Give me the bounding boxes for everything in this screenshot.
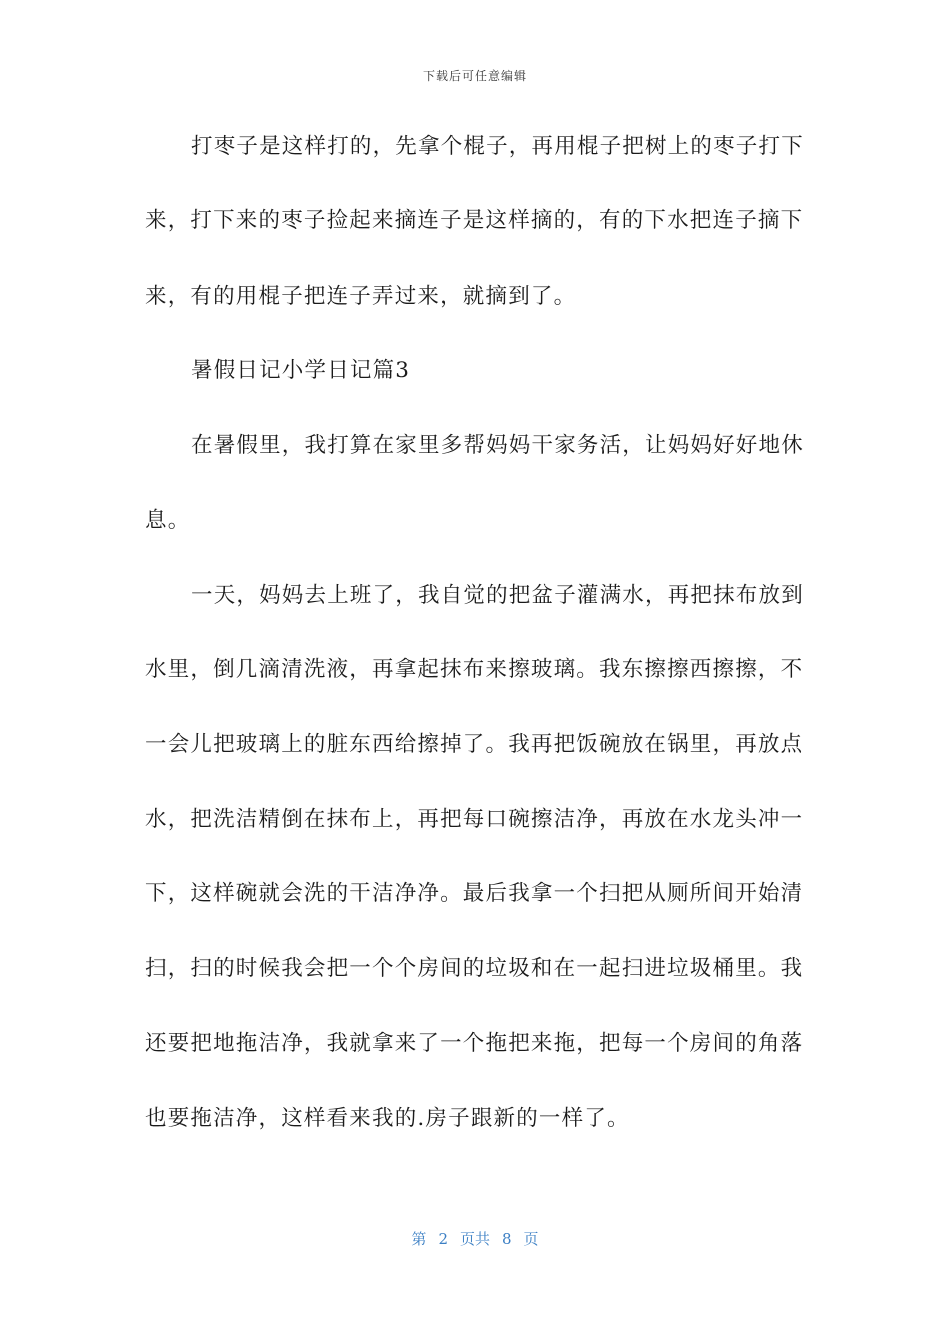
- footer-page-number: 2: [438, 1230, 448, 1248]
- page-footer: [0, 1228, 950, 1249]
- footer-prefix: 第: [411, 1230, 427, 1248]
- text-line: 还要把地拖洁净，我就拿来了一个拖把来拖，把每一个房间的角落: [145, 1031, 804, 1056]
- text-line: 一会儿把玻璃上的脏东西给擦掉了。我再把饭碗放在锅里，再放点: [145, 732, 804, 757]
- text-line: 在暑假里，我打算在家里多帮妈妈干家务活，让妈妈好好地休: [191, 433, 804, 458]
- text-line: 息。: [145, 508, 191, 533]
- text-line: 来，有的用棍子把连子弄过来，就摘到了。: [145, 284, 577, 309]
- text-line: 水，把洗洁精倒在抹布上，再把每口碗擦洁净，再放在水龙头冲一: [145, 807, 804, 832]
- text-line: 也要拖洁净，这样看来我的.房子跟新的一样了。: [145, 1106, 630, 1131]
- text-line: 来，打下来的枣子捡起来摘连子是这样摘的，有的下水把连子摘下: [145, 208, 804, 233]
- text-line: 水里，倒几滴清洗液，再拿起抹布来擦玻璃。我东擦擦西擦擦，不: [145, 657, 804, 682]
- footer-total-pages: 8: [502, 1230, 512, 1248]
- text-line: 打枣子是这样打的，先拿个棍子，再用棍子把树上的枣子打下: [191, 134, 804, 159]
- header-note: 下载后可任意编辑: [422, 69, 527, 83]
- text-line: 扫，扫的时候我会把一个个房间的垃圾和在一起扫进垃圾桶里。我: [145, 956, 804, 981]
- footer-middle: 页共: [459, 1230, 490, 1248]
- section-heading: 暑假日记小学日记篇3: [191, 358, 411, 383]
- text-line: 一天，妈妈去上班了，我自觉的把盆子灌满水，再把抹布放到: [191, 583, 804, 608]
- text-line: 下，这样碗就会洗的干洁净净。最后我拿一个扫把从厕所间开始清: [145, 881, 804, 906]
- footer-suffix: 页: [523, 1230, 539, 1248]
